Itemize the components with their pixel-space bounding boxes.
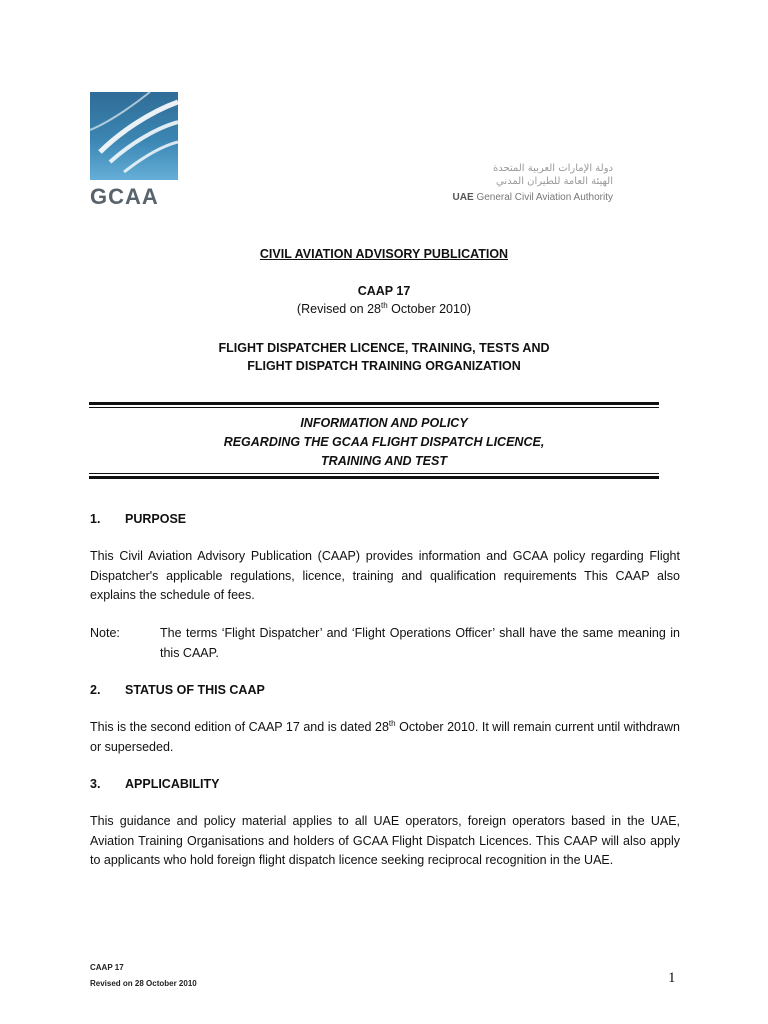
revision-date-suffix: October 2010) xyxy=(387,302,472,316)
revision-date-prefix: (Revised on 28 xyxy=(296,302,381,316)
section-1-note xyxy=(90,624,680,663)
caap-number: CAAP 17 xyxy=(357,284,411,298)
banner-line2: REGARDING THE GCAA FLIGHT DISPATCH LICENCE, xyxy=(223,435,545,449)
gcaa-wordmark: GCAA xyxy=(90,184,159,209)
authority-name-block xyxy=(438,162,613,203)
section-2-number: 2. xyxy=(90,683,101,697)
note-text: The terms ‘Flight Dispatcher’ and ‘Flight Operations Officer’ shall have the same meaning in this CAAP. xyxy=(160,626,680,660)
revision-date xyxy=(0,302,768,316)
banner-line3: TRAINING AND TEST xyxy=(321,454,447,468)
section-2-title: STATUS OF THIS CAAP xyxy=(125,683,265,697)
banner-line1: INFORMATION AND POLICY xyxy=(300,416,468,430)
publication-title: CIVIL AVIATION ADVISORY PUBLICATION xyxy=(259,247,509,261)
revision-date-sup: th xyxy=(381,300,388,310)
banner-bottom-rule-thick xyxy=(89,476,659,479)
authority-uae: UAE xyxy=(452,192,474,203)
gcaa-emblem-icon xyxy=(90,92,178,180)
footer-revised: Revised on 28 October 2010 xyxy=(90,979,197,988)
section-1-number: 1. xyxy=(90,512,101,526)
section-2-body-prefix: This is the second edition of CAAP 17 and is dated 28 xyxy=(90,720,389,734)
section-3-heading xyxy=(90,777,219,791)
gcaa-logo xyxy=(90,92,180,210)
section-2-body xyxy=(90,718,680,757)
section-3-body: This guidance and policy material applies to all UAE operators, foreign operators based in the UAE, Aviation Training Organisations and holders of GCAA Flight Dispatch Licences. This CAAP will also apply to applicants who hold foreign flight dispatch licence seeking reciprocal recognition in the UAE. xyxy=(90,814,680,867)
footer-caap: CAAP 17 xyxy=(90,963,124,972)
section-2-body-suffix: October 2010. It will remain current until withdrawn or superseded. xyxy=(90,720,680,754)
banner-bottom-rule-thin xyxy=(89,473,659,474)
authority-name: General Civil Aviation Authority xyxy=(476,192,613,203)
section-2-body-sup: th xyxy=(388,718,396,728)
banner-top-rule-thick xyxy=(89,402,659,405)
authority-arabic-line2: الهيئة العامة للطيران المدني xyxy=(496,176,613,187)
document-title-line1: FLIGHT DISPATCHER LICENCE, TRAINING, TESTS AND xyxy=(218,341,550,355)
section-3-title: APPLICABILITY xyxy=(125,777,220,791)
authority-arabic-line1: دولة الإمارات العربية المتحدة xyxy=(492,163,613,174)
page-number: 1 xyxy=(668,970,676,986)
page-footer xyxy=(90,960,197,992)
banner-top-rule-thin xyxy=(89,407,659,408)
section-2-heading xyxy=(90,683,265,697)
note-label: Note: xyxy=(90,626,120,640)
section-1-title: PURPOSE xyxy=(125,512,187,526)
document-title-line2: FLIGHT DISPATCH TRAINING ORGANIZATION xyxy=(247,359,521,373)
section-1-heading xyxy=(90,512,186,526)
section-3-number: 3. xyxy=(90,777,101,791)
authority-english-name xyxy=(438,192,613,203)
section-1-body: This Civil Aviation Advisory Publication (CAAP) provides information and GCAA policy regarding Flight Dispatcher's applicable regulations, licence, training and qualification requirements This CAAP also explains the schedule of fees. xyxy=(90,549,680,602)
